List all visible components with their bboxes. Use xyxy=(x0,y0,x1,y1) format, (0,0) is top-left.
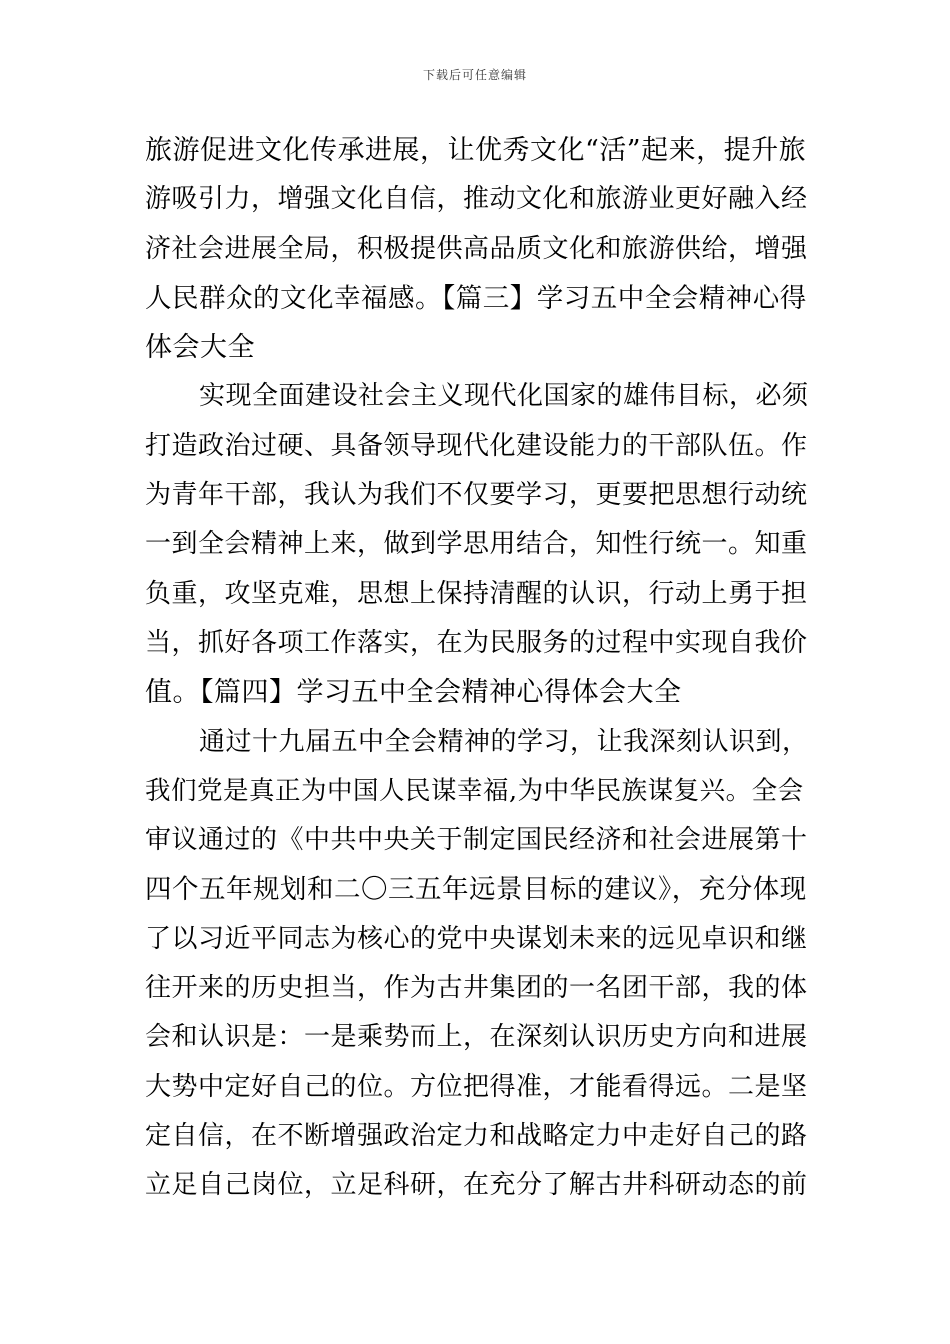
text-line: 为青年干部，我认为我们不仅要学习，更要把思想行动统 xyxy=(145,480,808,511)
text-line: 游吸引力，增强文化自信，推动文化和旅游业更好融入经 xyxy=(145,184,808,215)
text-line: 我们党是真正为中国人民谋幸福,为中华民族谋复兴。全会 xyxy=(145,775,804,806)
header-note: 下载后可任意编辑 xyxy=(422,68,527,82)
text-line: 会和认识是：一是乘势而上，在深刻认识历史方向和进展 xyxy=(145,1022,808,1053)
text-line: 大势中定好自己的位。方位把得准，才能看得远。二是坚 xyxy=(145,1071,808,1102)
text-line: 人民群众的文化幸福感。【篇三】学习五中全会精神心得 xyxy=(145,282,807,314)
text-line: 四个五年规划和二〇三五年远景目标的建议》，充分体现 xyxy=(145,874,807,906)
text-line: 了以习近平同志为核心的党中央谋划未来的远见卓识和继 xyxy=(145,923,808,954)
paragraph-start-line: 通过十九届五中全会精神的学习，让我深刻认识到， xyxy=(199,726,809,757)
text-line: 旅游促进文化传承进展，让优秀文化“活”起来，提升旅 xyxy=(145,135,807,166)
text-line: 往开来的历史担当，作为古井集团的一名团干部，我的体 xyxy=(145,973,808,1004)
document-body xyxy=(145,126,810,1211)
text-line: 体会大全 xyxy=(145,332,255,364)
text-line: 值。【篇四】学习五中全会精神心得体会大全 xyxy=(145,677,682,709)
text-line: 定自信，在不断增强政治定力和战略定力中走好自己的路 xyxy=(145,1120,808,1151)
text-line: 打造政治过硬、具备领导现代化建设能力的干部队伍。作 xyxy=(145,430,808,461)
text-line: 审议通过的《中共中央关于制定国民经济和社会进展第十 xyxy=(145,825,808,856)
text-line: 当，抓好各项工作落实，在为民服务的过程中实现自我价 xyxy=(145,627,808,658)
text-line: 济社会进展全局，积极提供高品质文化和旅游供给，增强 xyxy=(145,233,808,264)
paragraph-start-line: 实现全面建设社会主义现代化国家的雄伟目标，必须 xyxy=(199,381,809,412)
text-line: 负重，攻坚克难，思想上保持清醒的认识，行动上勇于担 xyxy=(145,578,808,609)
text-line: 立足自己岗位，立足科研，在充分了解古井科研动态的前 xyxy=(145,1170,808,1201)
text-line: 一到全会精神上来，做到学思用结合，知性行统一。知重 xyxy=(145,529,808,560)
